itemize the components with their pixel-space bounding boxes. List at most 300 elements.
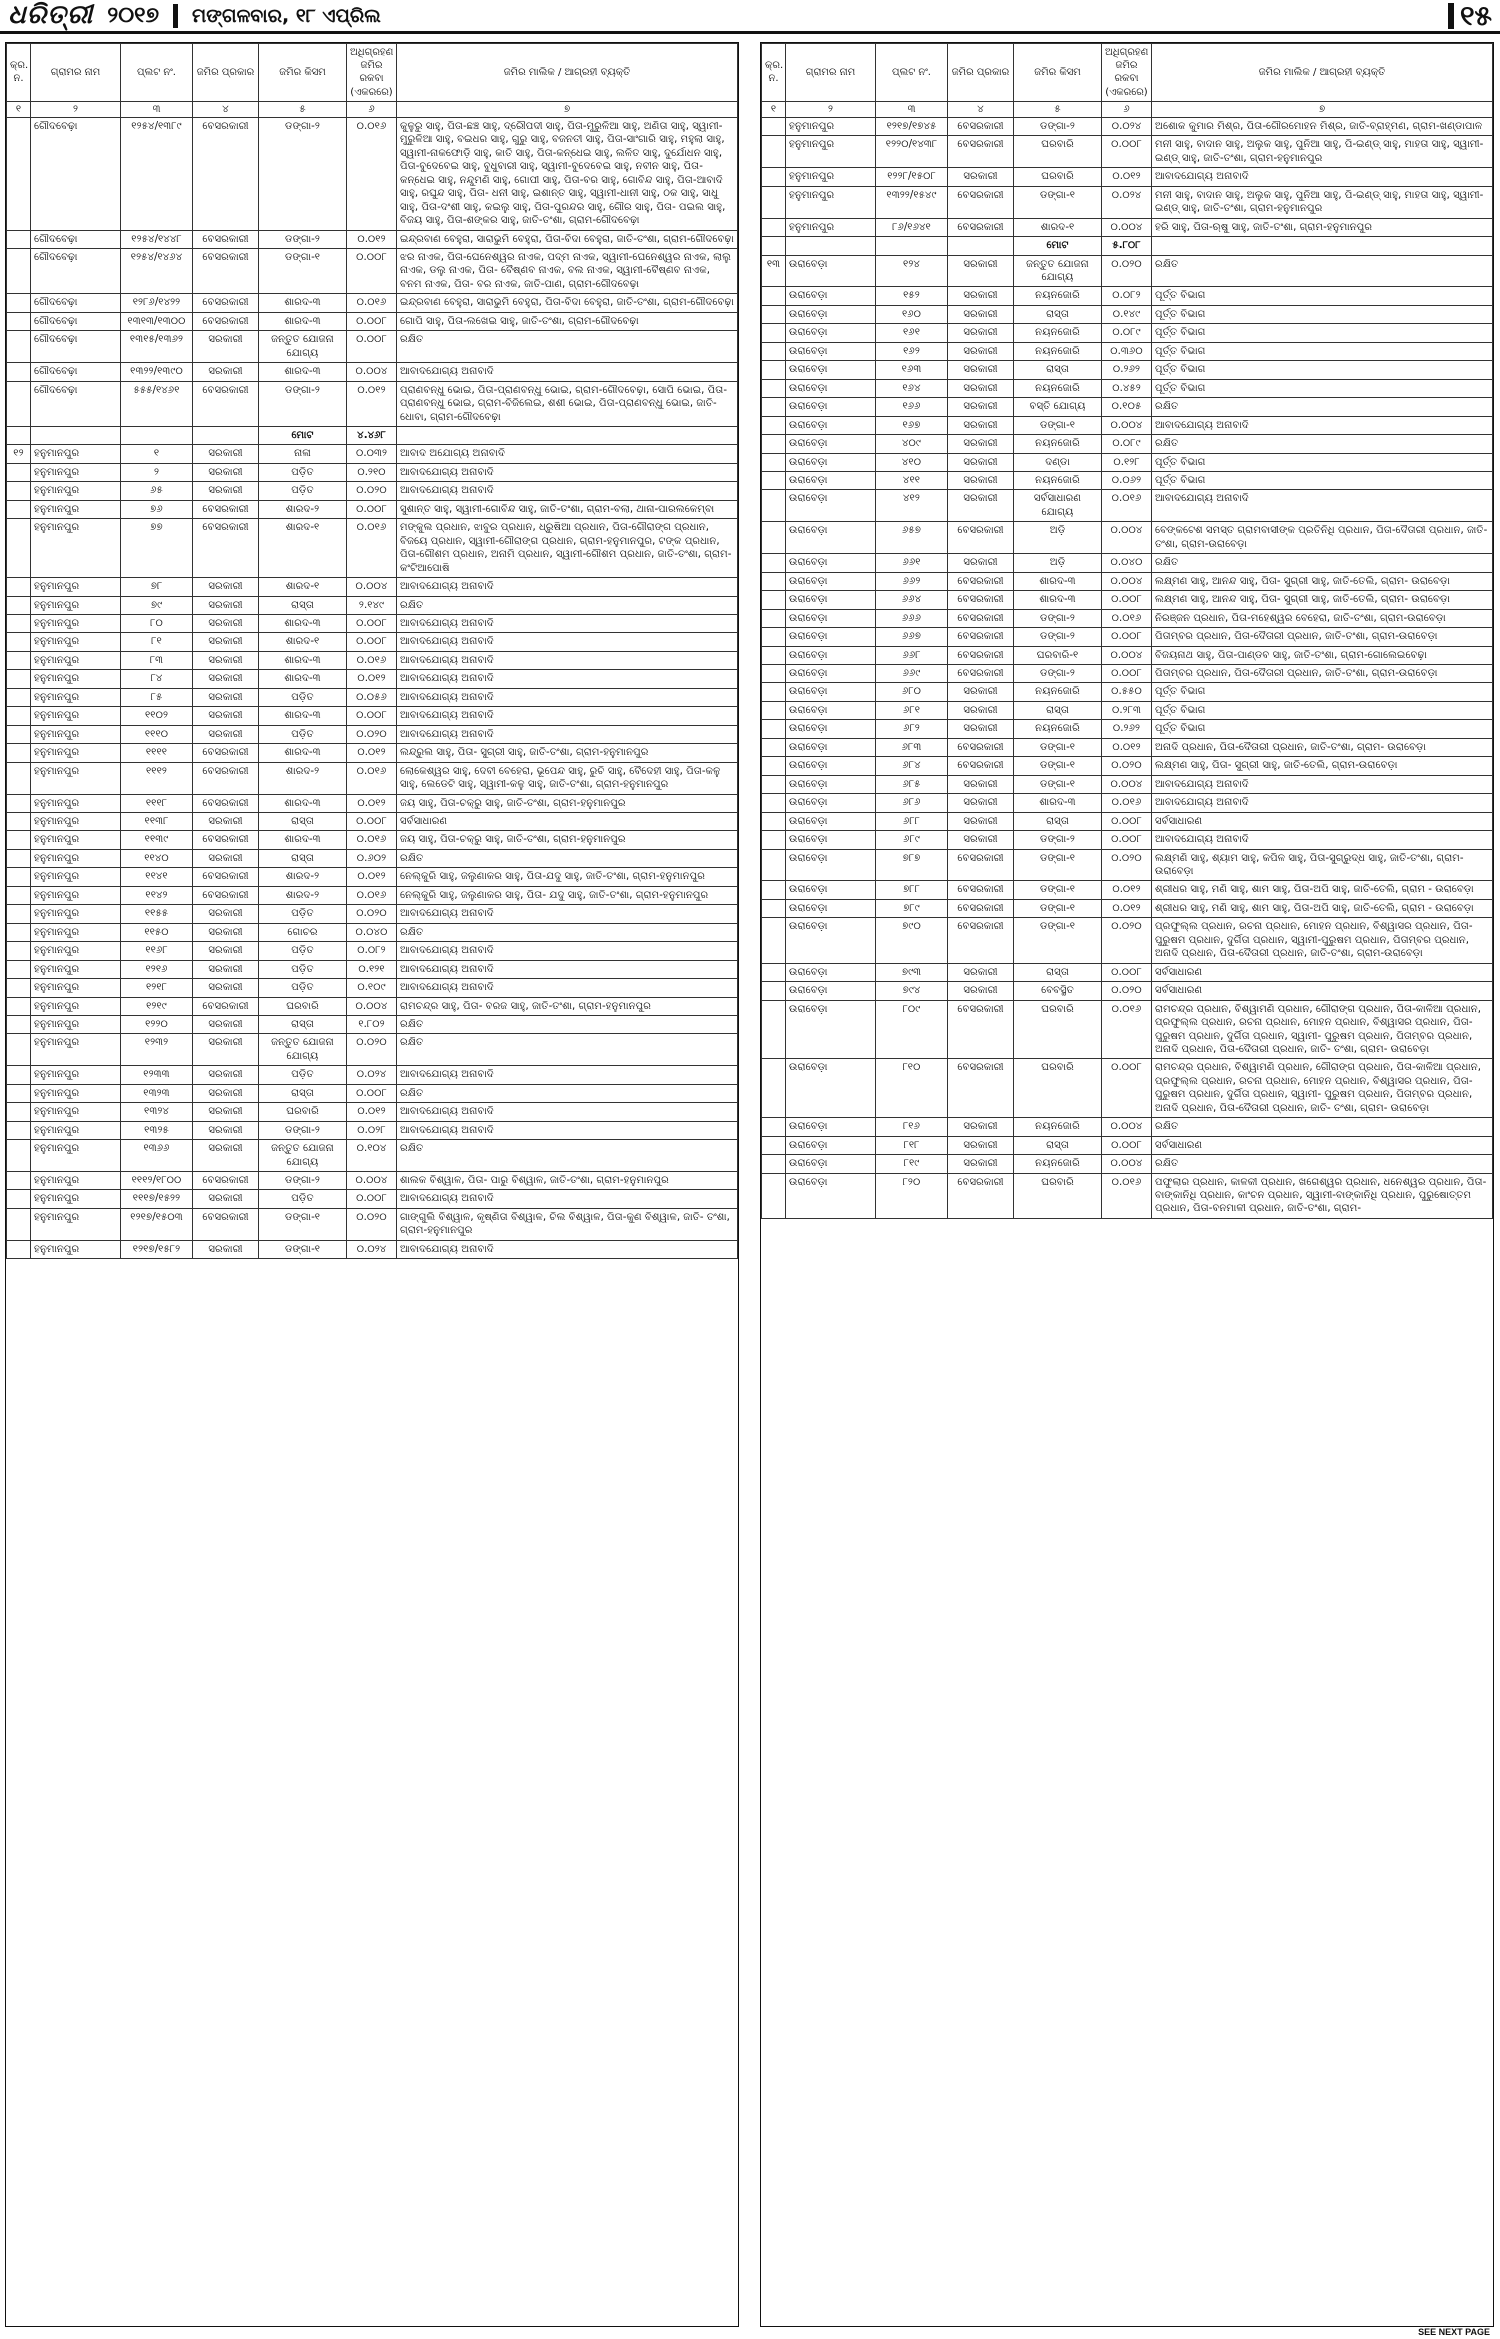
kisam-cell: ନୟନଜୋରି <box>1014 379 1102 397</box>
table-row <box>762 361 1493 379</box>
kisam-cell: ଶାରଦ-୩ <box>259 312 347 330</box>
table-row <box>7 633 738 651</box>
owner-cell: ପୂର୍ତ୍ତ ବିଭାଗ <box>1152 324 1493 342</box>
table-row <box>7 997 738 1015</box>
serial-cell <box>7 762 31 794</box>
village-cell: ହନୁମାନପୁର <box>31 725 121 743</box>
village-cell: ଉରାବେଡ଼ା <box>786 1136 876 1154</box>
serial-cell <box>762 1118 786 1136</box>
land-type-cell: ବେସରକାରୀ <box>193 886 259 904</box>
plot-cell: ୧୨୩୩ <box>121 1066 193 1084</box>
village-cell: ହନୁମାନପୁର <box>31 886 121 904</box>
kisam-cell: ଘରବାରି <box>1014 1173 1102 1218</box>
serial-cell <box>7 688 31 706</box>
kisam-cell: ଡଙ୍ଗା-୧ <box>1014 881 1102 899</box>
serial-cell <box>762 324 786 342</box>
owner-cell: ଆବାଦଯୋଗ୍ୟ ଅନାବାଦି <box>397 979 738 997</box>
serial-cell <box>762 1173 786 1218</box>
owner-cell: ଆବାଦଯୋଗ୍ୟ ଅନାବାଦି <box>1152 168 1493 186</box>
land-type-cell: ସରକାରୀ <box>948 361 1014 379</box>
plot-cell: ୬୫୭ <box>876 522 948 554</box>
owner-cell: ଜୟ ସାହୁ, ପିତା-ଚକ୍ରୁ ସାହୁ, ଜାତି-ତଂଶା, ଗ୍ରାମ-ହନୁମାନପୁର <box>397 794 738 812</box>
land-type-cell: ସରକାରୀ <box>948 794 1014 812</box>
header-area: ଅଧିଗ୍ରହଣ ଜମିର ରକବା (ଏକରରେ) <box>1102 44 1152 102</box>
serial-cell <box>762 794 786 812</box>
serial-cell <box>762 186 786 218</box>
village-cell: ହନୁମାନପୁର <box>31 831 121 849</box>
table-row <box>7 614 738 632</box>
owner-cell: ଇନ୍ଦ୍ରବାଣ ବେହୁରା, ସାରାଭୁମି ବେହୁରା, ପିତା-ବିଦା ବେହୁରା, ଜାତି-ତଂଶା, ଗ୍ରାମ-ଗୌଦବେଢ଼ା <box>397 230 738 248</box>
owner-cell: ମନୀ ସାହୁ, ବାଦାନ ସାହୁ, ଅଲୁକ ସାହୁ, ପୁନିଆ ସାହୁ, ପି-ଇଣ୍ଡ୍ ସାହୁ, ମାହତା ସାହୁ, ସ୍ୱାମୀ-ଇଣ୍ଡ୍ ସାହୁ, ଜାତି-ତଂଶା, ଗ୍ରାମ-ହନୁମାନପୁର <box>1152 186 1493 218</box>
page-number-block <box>1448 0 1492 33</box>
table-row <box>7 1066 738 1084</box>
area-cell: ୦.୦୦୪ <box>1102 572 1152 590</box>
plot-cell: ୭୮ <box>121 578 193 596</box>
serial-cell <box>762 379 786 397</box>
village-cell: ଉରାବେଡ଼ା <box>786 701 876 719</box>
village-cell: ହନୁମାନପୁର <box>31 578 121 596</box>
kisam-cell: ନୟନଜୋରି <box>1014 683 1102 701</box>
kisam-cell: ନୟନଜୋରି <box>1014 324 1102 342</box>
kisam-cell: ଡଙ୍ଗା-୨ <box>1014 609 1102 627</box>
area-cell: ୦.୦୦୪ <box>1102 1118 1152 1136</box>
kisam-cell: ରାସ୍ତା <box>259 812 347 830</box>
serial-cell <box>7 868 31 886</box>
serial-cell <box>7 831 31 849</box>
table-row <box>762 591 1493 609</box>
owner-cell: ରକ୍ଷିତ <box>397 1140 738 1172</box>
plot-cell: ୬୮୨ <box>876 720 948 738</box>
village-cell: ଉରାବେଡ଼ା <box>786 775 876 793</box>
area-cell: ୦.୬୦୨ <box>347 849 397 867</box>
land-type-cell: ବେସରକାରୀ <box>948 609 1014 627</box>
empty-cell <box>762 237 786 255</box>
area-cell: ୦.୧୦୫ <box>1102 398 1152 416</box>
area-cell: ୦.୦୦୮ <box>347 812 397 830</box>
area-cell: ୦.୧୨୧ <box>347 960 397 978</box>
village-cell: ଉରାବେଡ଼ା <box>786 1118 876 1136</box>
land-type-cell: ବେସରକାରୀ <box>193 794 259 812</box>
land-type-cell: ସରକାରୀ <box>193 1121 259 1139</box>
table-row <box>762 757 1493 775</box>
plot-cell: ୧୨୧୬ <box>121 960 193 978</box>
serial-cell <box>762 757 786 775</box>
header-land-type: ଜମିର ପ୍ରକାର <box>948 44 1014 102</box>
owner-cell: ଆବାଦଯୋଗ୍ୟ ଅନାବାଦି <box>397 1240 738 1258</box>
owner-cell: ଲକ୍ଷ୍ମଣ ସାହୁ, ପିତା- ସୁଗ୍ରୀ ସାହୁ, ଜାତି-ତେଲି, ଗ୍ରାମ-ଉରାବେଡ଼ା <box>1152 757 1493 775</box>
land-type-cell: ସରକାରୀ <box>948 453 1014 471</box>
table-body-left <box>7 117 738 1258</box>
plot-cell: ୧୨୨୮/୧୫୦୮ <box>876 168 948 186</box>
land-type-cell: ବେସରକାରୀ <box>948 881 1014 899</box>
serial-cell: ୧୩ <box>762 255 786 287</box>
village-cell: ହନୁମାନପୁର <box>31 670 121 688</box>
serial-cell <box>7 905 31 923</box>
kisam-cell: ରାସ୍ତା <box>1014 812 1102 830</box>
kisam-cell: ଡଙ୍ଗା-୧ <box>259 1240 347 1258</box>
area-cell: ୦.୦୧୬ <box>347 117 397 230</box>
village-cell: ଉରାବେଡ଼ା <box>786 812 876 830</box>
owner-cell: ପିତାମ୍ବର ପ୍ରଧାନ, ପିତା-ଦୈତାରୀ ପ୍ରଧାନ, ଜାତି-ତଂଶା, ଗ୍ରାମ-ଉରାବେଡ଼ା <box>1152 664 1493 682</box>
owner-cell: ଆବାଦଯୋଗ୍ୟ ଅନାବାଦି <box>397 670 738 688</box>
kisam-cell: ଡଙ୍ଗା-୨ <box>259 381 347 426</box>
kisam-cell: ଡଙ୍ଗା-୨ <box>1014 117 1102 135</box>
serial-cell <box>7 707 31 725</box>
col-number: ୧ <box>7 101 31 117</box>
village-cell: ହନୁମାନପୁର <box>31 960 121 978</box>
kisam-cell: ଡଙ୍ଗା-୨ <box>1014 831 1102 849</box>
owner-cell: ସର୍ବସାଧାରଣ <box>1152 1136 1493 1154</box>
village-cell: ହନୁମାନପୁର <box>31 1172 121 1190</box>
owner-cell: ରକ୍ଷିତ <box>397 1034 738 1066</box>
owner-cell: ଆବାଦଯୋଗ୍ୟ ଅନାବାଦି <box>397 707 738 725</box>
plot-cell: ୮୧୦ <box>876 1059 948 1118</box>
area-cell: ୦.୧୨୮ <box>1102 453 1152 471</box>
plot-cell: ୬୮୪ <box>876 757 948 775</box>
kisam-cell: ଶାରଦ-୩ <box>1014 591 1102 609</box>
area-cell: ୦.୦୨୦ <box>347 1208 397 1240</box>
kisam-cell: ଘରବାରି <box>259 1103 347 1121</box>
kisam-cell: ଶାରଦ-୩ <box>259 651 347 669</box>
table-row <box>762 628 1493 646</box>
serial-cell <box>7 886 31 904</box>
table-row <box>762 664 1493 682</box>
table-row <box>762 849 1493 881</box>
village-cell: ହନୁମାନପୁର <box>786 218 876 236</box>
village-cell: ହନୁମାନପୁର <box>31 942 121 960</box>
village-cell: ଉରାବେଡ଼ା <box>786 683 876 701</box>
serial-cell <box>762 453 786 471</box>
table-row <box>762 1173 1493 1218</box>
serial-cell <box>762 664 786 682</box>
owner-cell: ଆବାଦଯୋଗ୍ୟ ଅନାବାଦି <box>397 725 738 743</box>
col-number: ୨ <box>786 101 876 117</box>
kisam-cell: ଅଡ଼ି <box>1014 522 1102 554</box>
kisam-cell: ପଡ଼ିତ <box>259 905 347 923</box>
village-cell: ହନୁମାନପୁର <box>31 445 121 463</box>
land-type-cell: ବେସରକାରୀ <box>948 591 1014 609</box>
village-cell: ହନୁମାନପୁର <box>31 1103 121 1121</box>
kisam-cell: ରାସ୍ତା <box>259 596 347 614</box>
serial-cell <box>762 136 786 168</box>
serial-cell <box>762 591 786 609</box>
village-cell: ଉରାବେଡ଼ା <box>786 324 876 342</box>
land-type-cell: ସରକାରୀ <box>948 831 1014 849</box>
village-cell: ଗୌଦବେଢ଼ା <box>31 312 121 330</box>
owner-cell: ସୁଶାନ୍ତ ସାହୁ, ସ୍ୱାମୀ-ଗୋବିନ୍ଦ ସାହୁ, ଜାତି-ତଂଶା, ଗ୍ରାମ-ବଲା, ଥାନା-ପାରଲକେମ୍ବା <box>397 500 738 518</box>
kisam-cell: ପଡ଼ିତ <box>259 688 347 706</box>
land-type-cell: ସରକାରୀ <box>948 472 1014 490</box>
empty-cell <box>193 427 259 445</box>
land-type-cell: ସରକାରୀ <box>948 1118 1014 1136</box>
village-cell: ହନୁମାନପୁର <box>31 688 121 706</box>
plot-cell: ୧୧୧୨/୧୮୦୦ <box>121 1172 193 1190</box>
land-type-cell: ସରକାରୀ <box>948 305 1014 323</box>
village-cell: ହନୁମାନପୁର <box>786 136 876 168</box>
owner-cell: ରକ୍ଷିତ <box>397 1084 738 1102</box>
plot-cell: ୭୯୩ <box>876 963 948 981</box>
table-row <box>762 490 1493 522</box>
area-cell: ୦.୦୦୮ <box>347 312 397 330</box>
village-cell: ଉରାବେଡ଼ା <box>786 1173 876 1218</box>
area-cell: ୦.୦୩୨ <box>347 445 397 463</box>
area-cell: ୦.୦୫୬ <box>347 688 397 706</box>
village-cell: ଉରାବେଡ଼ା <box>786 918 876 963</box>
plot-cell: ୧୧୪୧ <box>121 868 193 886</box>
village-cell: ଉରାବେଡ଼ା <box>786 720 876 738</box>
serial-cell <box>762 683 786 701</box>
serial-cell <box>762 738 786 756</box>
kisam-cell: ରାସ୍ତା <box>259 1015 347 1033</box>
empty-cell <box>876 237 948 255</box>
kisam-cell: ରାସ୍ତା <box>1014 963 1102 981</box>
serial-cell <box>7 633 31 651</box>
land-type-cell: ବେସରକାରୀ <box>193 519 259 578</box>
area-cell: ୦.୦୦୮ <box>347 331 397 363</box>
area-cell: ୦.୦୧୬ <box>1102 609 1152 627</box>
empty-cell <box>1152 237 1493 255</box>
village-cell: ହନୁମାନପୁର <box>31 1140 121 1172</box>
plot-cell: ୬୮୬ <box>876 794 948 812</box>
serial-cell <box>762 554 786 572</box>
area-cell: ୦.୦୦୪ <box>347 578 397 596</box>
date-label: ମଙ୍ଗଳବାର, ୧୮ ଏପ୍ରିଲ <box>192 4 381 27</box>
owner-cell: ରାମଚନ୍ଦ୍ର ପ୍ରଧାନ, ବିଶ୍ୱାମଣି ପ୍ରଧାନ, ଗୌରାଙ୍ଗ ପ୍ରଧାନ, ପିତା-କାଳିଆ ପ୍ରଧାନ, ପ୍ରଫୁଲ୍ଲ ପ୍ରଧାନ, ରଚନା ପ୍ରଧାନ, ମୋହନ ପ୍ରଧାନ, ବିଶ୍ୱାସର ପ୍ରଧାନ, ପିତା-ପୁରୁଷମ ପ୍ରଧାନ, ଦୁର୍ଗିତା ପ୍ରଧାନ, ସ୍ୱାମୀ- ପୁରୁଷମ ପ୍ରଧାନ, ପିତାମ୍ବର ପ୍ରଧାନ, ଅନାଦି ପ୍ରଧାନ, ପିତା-ଦୈତାରୀ ପ୍ରଧାନ, ଜାତି- ତଂଶା, ଗ୍ରାମ- ଉରାବେଡ଼ା <box>1152 1000 1493 1059</box>
village-cell: ଉରାବେଡ଼ା <box>786 522 876 554</box>
serial-cell <box>762 963 786 981</box>
plot-cell: ୬୮୯ <box>876 831 948 849</box>
serial-cell: ୧୨ <box>7 445 31 463</box>
serial-cell <box>7 849 31 867</box>
serial-cell <box>7 960 31 978</box>
table-row <box>7 1208 738 1240</box>
serial-cell <box>7 794 31 812</box>
empty-cell <box>786 237 876 255</box>
land-type-cell: ସରକାରୀ <box>948 554 1014 572</box>
owner-cell: ସର୍ବସାଧାରଣ <box>397 812 738 830</box>
year-label: ୨୦୧୭ <box>107 3 160 28</box>
owner-cell: ରକ୍ଷିତ <box>1152 1155 1493 1173</box>
plot-cell: ୬୮୦ <box>876 683 948 701</box>
kisam-cell: ଡଙ୍ଗା-୧ <box>1014 186 1102 218</box>
land-type-cell: ସରକାରୀ <box>948 982 1014 1000</box>
owner-cell: ବେଙ୍କଟେଶ ସମସ୍ତ ଗ୍ରାମବାସୀଙ୍କ ପ୍ରତିନିଧି ପ୍ରଧାନ, ପିତା-ଦୈତାରୀ ପ୍ରଧାନ, ଜାତି-ତଂଶା, ଗ୍ରାମ-ଉରାବେଡ଼ା <box>1152 522 1493 554</box>
table-row <box>762 963 1493 981</box>
plot-cell: ୬୬୨ <box>876 572 948 590</box>
table-row <box>762 812 1493 830</box>
total-row <box>762 237 1493 255</box>
village-cell: ଗୌଦବେଢ଼ା <box>31 294 121 312</box>
plot-cell: ୧୨୮୬/୧୪୨୨ <box>121 294 193 312</box>
owner-cell: ଆବାଦଯୋଗ୍ୟ ଅନାବାଦି <box>397 905 738 923</box>
area-cell: ୦.୦୦୮ <box>347 1190 397 1208</box>
owner-cell: ଆବାଦଯୋଗ୍ୟ ଅନାବାଦି <box>1152 416 1493 434</box>
village-cell: ହନୁମାନପୁର <box>31 905 121 923</box>
serial-cell <box>7 596 31 614</box>
kisam-cell: ଡଙ୍ଗା-୧ <box>259 249 347 294</box>
plot-cell: ୧୧୬୮ <box>121 942 193 960</box>
serial-cell <box>7 331 31 363</box>
serial-cell <box>7 312 31 330</box>
owner-cell: ଆବାଦଯୋଗ୍ୟ ଅନାବାଦି <box>397 1103 738 1121</box>
village-cell: ହନୁମାନପୁର <box>31 1084 121 1102</box>
area-cell: ୦.୦୧୨ <box>347 794 397 812</box>
land-type-cell: ସରକାରୀ <box>193 1084 259 1102</box>
plot-cell: ୧୧୧୨ <box>121 762 193 794</box>
owner-cell: ରକ୍ଷିତ <box>397 331 738 363</box>
area-cell: ୦.୦୪୦ <box>347 923 397 941</box>
serial-cell <box>7 1190 31 1208</box>
area-cell: ୦.୦୦୪ <box>1102 218 1152 236</box>
col-number: ୪ <box>193 101 259 117</box>
owner-cell: ନିରଞ୍ଜନ ପ୍ରଧାନ, ପିତା-ମହେଶ୍ୱର ବେହେରା, ଜାତି-ତଂଶା, ଗ୍ରାମ-ଉରାବେଡ଼ା <box>1152 609 1493 627</box>
table-row <box>762 472 1493 490</box>
area-cell: ୦.୨୧୦ <box>347 463 397 481</box>
land-type-cell: ବେସରକାରୀ <box>948 1059 1014 1118</box>
owner-cell: ପୂର୍ତ୍ତ ବିଭାଗ <box>1152 683 1493 701</box>
kisam-cell: ଶାରଦ-୩ <box>1014 572 1102 590</box>
serial-cell <box>7 1140 31 1172</box>
village-cell: ଉରାବେଡ଼ା <box>786 1155 876 1173</box>
serial-cell <box>762 720 786 738</box>
table-row <box>7 651 738 669</box>
area-cell: ୦.୦୨୪ <box>1102 117 1152 135</box>
village-cell: ଉରାବେଡ଼ା <box>786 982 876 1000</box>
kisam-cell: ବେବସ୍ଥିତ <box>1014 982 1102 1000</box>
serial-cell <box>7 1172 31 1190</box>
owner-cell: ଶ୍ରୀଧର ସାହୁ, ମଣି ସାହୁ, ଶାମ ସାହୁ, ପିତା-ଅପି ସାହୁ, ଜାତି-ତେଲି, ଗ୍ରାମ - ଉରାବେଡ଼ା <box>1152 899 1493 917</box>
land-type-cell: ସରକାରୀ <box>193 614 259 632</box>
kisam-cell: ସର୍ବସାଧାରଣ ଯୋଗ୍ୟ <box>1014 490 1102 522</box>
kisam-cell: ଡଙ୍ଗା-୧ <box>1014 757 1102 775</box>
village-cell: ହନୁମାନପୁର <box>786 186 876 218</box>
kisam-cell: ଶାରଦ-୩ <box>259 794 347 812</box>
area-cell: ୦.୦୦୪ <box>1102 522 1152 554</box>
serial-cell <box>7 651 31 669</box>
table-row <box>762 324 1493 342</box>
owner-cell: ପୂର୍ତ୍ତ ବିଭାଗ <box>1152 361 1493 379</box>
plot-cell: ୭୮୮ <box>876 881 948 899</box>
land-type-cell: ସରକାରୀ <box>193 1015 259 1033</box>
plot-cell: ୧୧୫୦ <box>121 923 193 941</box>
owner-cell: ଆବାଦଯୋଗ୍ୟ ଅନାବାଦି <box>397 960 738 978</box>
header-plot: ପ୍ଲଟ ନଂ. <box>876 44 948 102</box>
serial-cell <box>7 997 31 1015</box>
serial-cell <box>762 416 786 434</box>
village-cell: ହନୁମାନପୁର <box>31 519 121 578</box>
serial-cell <box>7 381 31 426</box>
serial-cell <box>7 1121 31 1139</box>
plot-cell: ୧୩୬୬ <box>121 1140 193 1172</box>
village-cell: ଗୌଦବେଢ଼ା <box>31 230 121 248</box>
serial-cell <box>762 472 786 490</box>
kisam-cell: ଶାରଦ-୧ <box>259 519 347 578</box>
col-number: ୨ <box>31 101 121 117</box>
village-cell: ଉରାବେଡ଼ା <box>786 361 876 379</box>
village-cell: ଉରାବେଡ଼ା <box>786 453 876 471</box>
header-kisam: ଜମିର କିସମ <box>1014 44 1102 102</box>
plot-cell: ୧୧୧୧ <box>121 744 193 762</box>
table-row <box>762 609 1493 627</box>
serial-cell <box>762 609 786 627</box>
owner-cell: ଲକ୍ଷ୍ମଣ ସାହୁ, ଆନନ୍ଦ ସାହୁ, ପିତା- ସୁଗ୍ରୀ ସାହୁ, ଜାତି-ତେଲି, ଗ୍ରାମ- ଉରାବେଡ଼ା <box>1152 591 1493 609</box>
kisam-cell: ଶାରଦ-୩ <box>259 831 347 849</box>
village-cell: ଉରାବେଡ଼ା <box>786 899 876 917</box>
village-cell: ଉରାବେଡ଼ା <box>786 664 876 682</box>
table-row <box>7 688 738 706</box>
owner-cell: ଆବାଦଯୋଗ୍ୟ ଅନାବାଦି <box>397 942 738 960</box>
owner-cell: ରକ୍ଷିତ <box>1152 1118 1493 1136</box>
kisam-cell: ପଡ଼ିତ <box>259 1190 347 1208</box>
owner-cell: ଗାଙ୍ଗୁଲି ବିଶ୍ୱାଳ, କୃଷ୍ଣିତା ବିଶ୍ୱାଳ, ଚିଲ ବିଶ୍ୱାଳ, ପିତା-କୁଣ ବିଶ୍ୱାଳ, ଜାତି- ତଂଶା, ଗ୍ରାମ-ହନୁମାନପୁର <box>397 1208 738 1240</box>
owner-cell: ପୂର୍ତ୍ତ ବିଭାଗ <box>1152 342 1493 360</box>
plot-cell: ୪୧୨ <box>876 490 948 522</box>
village-cell: ହନୁମାନପୁର <box>31 794 121 812</box>
land-type-cell: ବେସରକାରୀ <box>193 762 259 794</box>
owner-cell: ଆବାଦଯୋଗ୍ୟ ଅନାବାଦି <box>397 651 738 669</box>
table-row <box>7 482 738 500</box>
village-cell: ଉରାବେଡ଼ା <box>786 435 876 453</box>
land-acquisition-table-right <box>761 43 1493 1219</box>
kisam-cell: ଶାରଦ-୩ <box>1014 794 1102 812</box>
plot-cell: ୮୧୯ <box>876 1155 948 1173</box>
land-type-cell: ବେସରକାରୀ <box>193 381 259 426</box>
village-cell: ହନୁମାନପୁର <box>31 1066 121 1084</box>
header-land-type: ଜମିର ପ୍ରକାର <box>193 44 259 102</box>
owner-cell: ପୂର୍ତ୍ତ ବିଭାଗ <box>1152 453 1493 471</box>
area-cell: ୦.୨୬୨ <box>1102 361 1152 379</box>
owner-cell: ଆବାଦଯୋଗ୍ୟ ଅନାବାଦି <box>1152 831 1493 849</box>
table-row <box>762 379 1493 397</box>
plot-cell: ୧୧୩୮ <box>121 812 193 830</box>
plot-cell: ୬୬୪ <box>876 591 948 609</box>
owner-cell: ରକ୍ଷିତ <box>1152 435 1493 453</box>
land-type-cell: ବେସରକାରୀ <box>948 218 1014 236</box>
serial-cell <box>762 361 786 379</box>
plot-cell: ୧୩୨୩ <box>121 1084 193 1102</box>
table-header-row <box>762 44 1493 102</box>
serial-cell <box>7 500 31 518</box>
land-type-cell: ବେସରକାରୀ <box>948 1173 1014 1218</box>
owner-cell: ପ୍ରଫୁଲ୍ଲ ପ୍ରଧାନ, ରଚନା ପ୍ରଧାନ, ମୋହନ ପ୍ରଧାନ, ବିଶ୍ୱାସର ପ୍ରଧାନ, ପିତା- ପୁରୁଷମ ପ୍ରଧାନ, ଦୁର୍ଗିତା ପ୍ରଧାନ, ସ୍ୱାମୀ-ପୁରୁଷମ ପ୍ରଧାନ, ପିତାମ୍ବର ପ୍ରଧାନ, ଅନାଦି ପ୍ରଧାନ, ପିତା-ଦୈତାରୀ ପ୍ରଧାନ, ଜାତି-ତଂଶା, ଗ୍ରାମ-ଉରାବେଡ଼ା <box>1152 918 1493 963</box>
area-cell: ୦.୦୦୪ <box>1102 1155 1152 1173</box>
land-type-cell: ସରକାରୀ <box>193 849 259 867</box>
serial-cell <box>7 923 31 941</box>
owner-cell: ଲନ୍ଦ୍ରୁଲ ସାହୁ, ପିତା- ସୁଗ୍ରୀ ସାହୁ, ଜାତି-ତଂଶା, ଗ୍ରାମ-ହନୁମାନପୁର <box>397 744 738 762</box>
area-cell: ୦.୦୦୮ <box>1102 664 1152 682</box>
village-cell: ହନୁମାନପୁର <box>31 614 121 632</box>
owner-cell: ରାମଚନ୍ଦ୍ର ପ୍ରଧାନ, ବିଶ୍ୱାମଣି ପ୍ରଧାନ, ଗୌରାଙ୍ଗ ପ୍ରଧାନ, ପିତା-କାଳିଆ ପ୍ରଧାନ, ପ୍ରଫୁଲ୍ଲ ପ୍ରଧାନ, ରଚନା ପ୍ରଧାନ, ମୋହନ ପ୍ରଧାନ, ବିଶ୍ୱାସର ପ୍ରଧାନ, ପିତା-ପୁରୁଷମ ପ୍ରଧାନ, ଦୁର୍ଗିତା ପ୍ରଧାନ, ସ୍ୱାମୀ- ପୁରୁଷମ ପ୍ରଧାନ, ପିତାମ୍ବର ପ୍ରଧାନ, ଅନାଦି ପ୍ରଧାନ, ପିତା-ଦୈତାରୀ ପ୍ରଧାନ, ଜାତି- ତଂଶା, ଗ୍ରାମ- ଉରାବେଡ଼ା <box>1152 1059 1493 1118</box>
plot-cell: ୮୦୯ <box>876 1000 948 1059</box>
kisam-cell: ପଡ଼ିତ <box>259 1066 347 1084</box>
village-cell: ହନୁମାନପୁର <box>31 997 121 1015</box>
village-cell: ହନୁମାନପୁର <box>31 1034 121 1066</box>
newspaper-logo: ଧରିତ୍ରୀ <box>8 0 94 30</box>
kisam-cell: ରାସ୍ତା <box>1014 361 1102 379</box>
village-cell: ହନୁମାନପୁର <box>31 868 121 886</box>
serial-cell <box>7 812 31 830</box>
plot-cell: ୧୫୨ <box>876 287 948 305</box>
village-cell: ଉରାବେଡ଼ା <box>786 628 876 646</box>
land-type-cell: ସରକାରୀ <box>193 482 259 500</box>
table-row <box>762 918 1493 963</box>
village-cell: ହନୁମାନପୁର <box>31 500 121 518</box>
owner-cell: ଆବାଦଯୋଗ୍ୟ ଅନାବାଦି <box>397 614 738 632</box>
land-type-cell: ବେସରକାରୀ <box>948 628 1014 646</box>
owner-cell: ପିତାମ୍ବର ପ୍ରଧାନ, ପିତା-ଦୈତାରୀ ପ୍ରଧାନ, ଜାତି-ତଂଶା, ଗ୍ରାମ-ଉରାବେଡ଼ା <box>1152 628 1493 646</box>
serial-cell <box>762 168 786 186</box>
land-type-cell: ବେସରକାରୀ <box>948 522 1014 554</box>
